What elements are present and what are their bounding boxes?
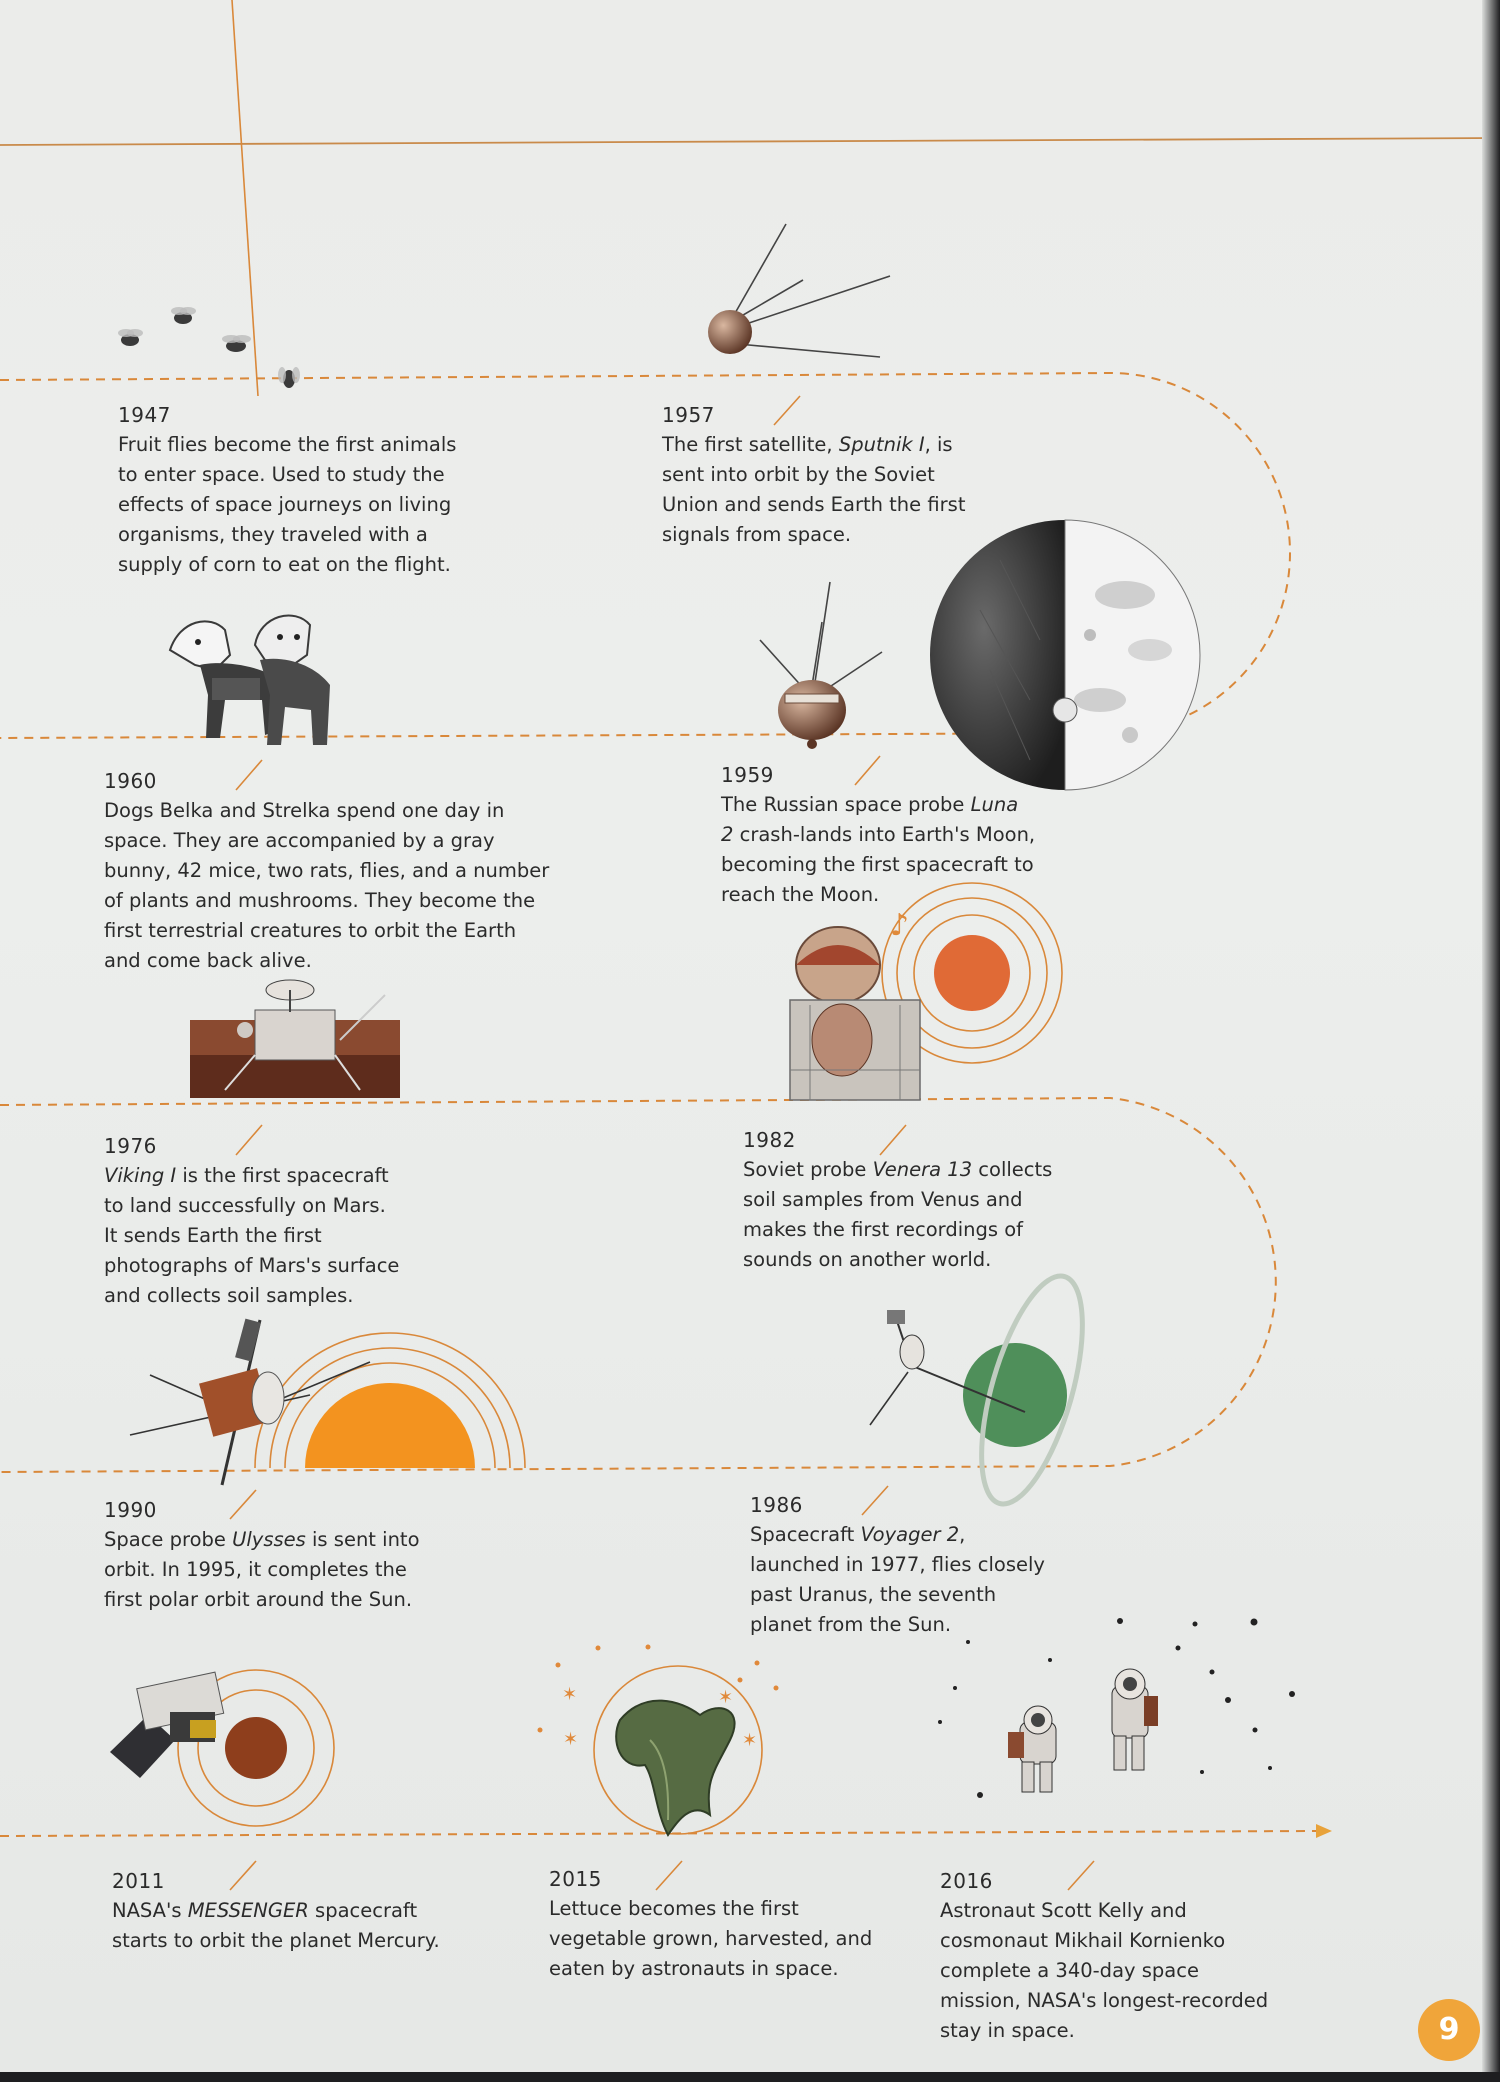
entry-year: 2011: [112, 1869, 165, 1893]
entry-text: Space probe: [104, 1528, 233, 1551]
entry-description: [721, 790, 1036, 910]
entry-text-tail: spacecraft starts to orbit the planet Mercury.: [112, 1899, 440, 1952]
entry-year: 1986: [750, 1493, 803, 1517]
entry-description: [104, 796, 554, 976]
timeline-entry-1957: [662, 400, 980, 550]
entry-italic-text: Viking I: [104, 1164, 177, 1187]
entry-text: Soviet probe: [743, 1158, 873, 1181]
entry-year: 1976: [104, 1134, 157, 1158]
timeline-entry-1990: [104, 1495, 434, 1615]
entry-year: 1959: [721, 763, 774, 787]
timeline-entry-1960: [104, 766, 554, 976]
timeline-entry-1982: [743, 1125, 1063, 1275]
entry-text: Dogs Belka and Strelka spend one day in space. They are accompanied by a gray bunny, 42 mice, two rats, flies, and a number of plants and mushrooms. They become the first terrestrial creatures to orbit the Earth and come back alive.: [104, 799, 550, 972]
entry-year: 1960: [104, 769, 157, 793]
entry-text-tail: , is sent into orbit by the Soviet Union and sends Earth the first signals from space.: [662, 433, 966, 546]
entry-description: [750, 1520, 1060, 1640]
entry-year: 1990: [104, 1498, 157, 1522]
entry-year: 1957: [662, 403, 715, 427]
entry-description: [940, 1896, 1285, 2046]
venera-probe-icon: [790, 883, 1062, 1100]
viking-lander-icon: [190, 980, 400, 1098]
entry-description: [549, 1894, 874, 1984]
timeline-entry-1947: [118, 400, 458, 580]
svg-text:✶: ✶: [718, 1687, 734, 1708]
moon-icon: [930, 520, 1200, 790]
timeline-entry-1959: [721, 760, 1036, 910]
entry-text-tail: crash-lands into Earth's Moon, becoming the first spacecraft to reach the Moon.: [721, 823, 1036, 906]
entry-description: [662, 430, 980, 550]
entry-text: Fruit flies become the first animals to enter space. Used to study the effects of space journeys on living organisms, they traveled with a supply of corn to eat on the flight.: [118, 433, 457, 576]
lettuce-icon: [538, 1645, 779, 1836]
timeline-entry-2016: [940, 1866, 1285, 2046]
top-rule: [0, 138, 1500, 145]
entry-italic-text: Venera 13: [872, 1158, 973, 1181]
astronauts-icon: [938, 1618, 1295, 1798]
entry-description: [743, 1155, 1063, 1275]
entry-text: The Russian space probe: [721, 793, 971, 816]
timeline-entry-1986: [750, 1490, 1060, 1640]
page-bottom-edge: [0, 2072, 1500, 2082]
entry-description: [118, 430, 458, 580]
entry-text: Astronaut Scott Kelly and cosmonaut Mikhail Kornienko complete a 340-day space mission, NASA's longest-recorded stay in space.: [940, 1899, 1269, 2042]
svg-text:✶: ✶: [563, 1729, 579, 1750]
timeline-entry-1976: [104, 1131, 404, 1311]
luna-probe-icon: [760, 582, 882, 749]
page-number-badge: 9: [1418, 1999, 1480, 2061]
timeline-entry-2015: [549, 1864, 874, 1984]
entry-italic-text: Sputnik I: [838, 433, 925, 456]
messenger-spacecraft-icon: [110, 1670, 334, 1826]
sputnik-icon: [708, 224, 890, 357]
entry-text: Spacecraft: [750, 1523, 861, 1546]
timeline-entry-2011: [112, 1866, 442, 1956]
svg-text:✶: ✶: [562, 1684, 578, 1705]
entry-text: Lettuce becomes the first vegetable grown, harvested, and eaten by astronauts in space.: [549, 1897, 873, 1980]
entry-year: 1982: [743, 1128, 796, 1152]
entry-text: NASA's: [112, 1899, 188, 1922]
entry-italic-text: Luna 2: [721, 793, 1019, 846]
entry-text-tail: collects soil samples from Venus and makes the first recordings of sounds on another world.: [743, 1158, 1053, 1271]
entry-text-tail: , launched in 1977, flies closely past Uranus, the seventh planet from the Sun.: [750, 1523, 1045, 1636]
voyager-icon: [870, 1266, 1103, 1515]
fruit-flies-icon: [118, 307, 300, 388]
entry-description: [104, 1161, 404, 1311]
timeline-arrowhead: [1316, 1824, 1332, 1838]
page-edge-shadow: [1482, 0, 1500, 2082]
entry-text: The first satellite,: [662, 433, 839, 456]
entry-year: 1947: [118, 403, 171, 427]
entry-year: 2015: [549, 1867, 602, 1891]
svg-text:♪: ♪: [890, 908, 910, 943]
entry-description: [112, 1896, 442, 1956]
entry-italic-text: MESSENGER: [187, 1899, 309, 1922]
entry-description: [104, 1525, 434, 1615]
entry-text-tail: is the first spacecraft to land successfully on Mars. It sends Earth the first photographs of Mars's surface and collects soil samples.: [104, 1164, 400, 1307]
dogs-icon: [170, 615, 330, 745]
entry-italic-text: Voyager 2: [860, 1523, 960, 1546]
ulysses-probe-icon: [130, 1319, 525, 1485]
entry-text-tail: is sent into orbit. In 1995, it completes the first polar orbit around the Sun.: [104, 1528, 420, 1611]
svg-text:✶: ✶: [742, 1730, 758, 1751]
entry-italic-text: Ulysses: [232, 1528, 306, 1551]
entry-year: 2016: [940, 1869, 993, 1893]
